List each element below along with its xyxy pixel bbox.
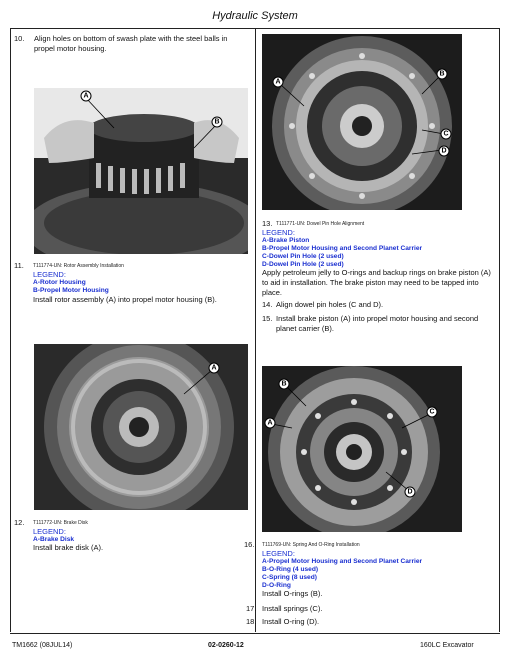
step-16-legend-title: LEGEND:	[262, 549, 295, 558]
step-16-text: Install O-rings (B).	[262, 589, 323, 598]
step-11-text: Install rotor assembly (A) into propel motor housing (B).	[33, 295, 217, 304]
footer-page-number: 02-0260-12	[208, 642, 244, 649]
callout-p4-c-label: C	[429, 408, 435, 416]
step-16-number: 16.	[244, 540, 255, 549]
photo-brake-disk	[34, 344, 248, 510]
step-14-number: 14.	[262, 300, 273, 309]
step-13-legend-item: D-Dowel Pin Hole (2 used)	[262, 261, 344, 268]
step-13-number: 13.	[262, 219, 273, 228]
photo-spring-oring-installation	[262, 366, 462, 532]
photo-dowel-pin-alignment	[262, 34, 462, 210]
step-11-number: 11.	[14, 261, 24, 270]
step-12-legend-title: LEGEND:	[33, 527, 66, 536]
step-15-text: Install brake piston (A) into propel motor housing and second planet carrier (B).	[276, 314, 479, 333]
step-16-legend-item: D-O-Ring	[262, 582, 291, 589]
footer-model: 160LC Excavator	[420, 642, 474, 649]
callout-p3-d-label: D	[441, 147, 447, 155]
step-13-legend-item: B-Propel Motor Housing and Second Planet Carrier	[262, 245, 423, 252]
step-13-legend-title: LEGEND:	[262, 228, 295, 237]
left-border	[10, 29, 11, 632]
step-10-number: 10.	[14, 34, 25, 43]
step-18-number: 18.	[246, 617, 257, 626]
step-17-text: Install springs (C).	[262, 604, 323, 613]
callout-p4-a-label: A	[267, 419, 273, 427]
callout-p1-b-label: B	[214, 118, 220, 126]
step-18-text: Install O-ring (D).	[262, 617, 320, 626]
step-16-legend-item: B-O-Ring (4 used)	[262, 566, 319, 573]
step-11-legend-title: LEGEND:	[33, 270, 66, 279]
step-12-text: Install brake disk (A).	[33, 543, 104, 552]
step-14-text: Align dowel pin holes (C and D).	[276, 300, 384, 309]
callout-p3-b-label: B	[439, 70, 445, 78]
step-12-number: 12.	[14, 518, 25, 527]
step-12-caption: T111772-UN: Brake Disk	[33, 520, 88, 526]
step-16-legend-item: A-Propel Motor Housing and Second Planet Carrier	[262, 558, 423, 565]
step-12-legend-item: A-Brake Disk	[33, 536, 75, 543]
step-10-text: Align holes on bottom of swash plate with the steel balls in propel motor housing.	[34, 34, 228, 53]
step-11-legend-item: A-Rotor Housing	[33, 279, 86, 286]
step-13-text: Apply petroleum jelly to O-rings and backup rings on brake piston (A) to aid in installation. The brake piston may need to be tapped into place.	[262, 268, 491, 297]
step-13-caption: T111771-UN: Dowel Pin Hole Alignment	[276, 221, 365, 227]
step-13-legend-item: A-Brake Piston	[262, 237, 310, 244]
photo-rotor-assembly	[34, 88, 248, 254]
step-11-caption: T111774-UN: Rotor Assembly Installation	[33, 263, 124, 269]
callout-p3-c-label: C	[443, 130, 449, 138]
callout-p4-b-label: B	[281, 380, 287, 388]
callout-p3-a-label: A	[275, 78, 281, 86]
right-border	[499, 29, 500, 632]
step-17-number: 17.	[246, 604, 257, 613]
step-13-legend-item: C-Dowel Pin Hole (2 used)	[262, 253, 344, 260]
footer-doc-id: TM1662 (08JUL14)	[12, 642, 73, 649]
step-16-caption: T111769-UN: Spring And O-Ring Installation	[262, 542, 360, 548]
step-15-number: 15.	[262, 314, 273, 323]
callout-p2-a-label: A	[211, 364, 217, 372]
page-header-title: Hydraulic System	[212, 10, 298, 22]
callout-p1-a-label: A	[83, 92, 89, 100]
footer-rule	[10, 633, 500, 634]
step-11-legend-item: B-Propel Motor Housing	[33, 287, 109, 294]
center-divider	[255, 29, 256, 632]
step-16-legend-item: C-Spring (8 used)	[262, 574, 317, 581]
callout-p4-d-label: D	[407, 488, 413, 496]
